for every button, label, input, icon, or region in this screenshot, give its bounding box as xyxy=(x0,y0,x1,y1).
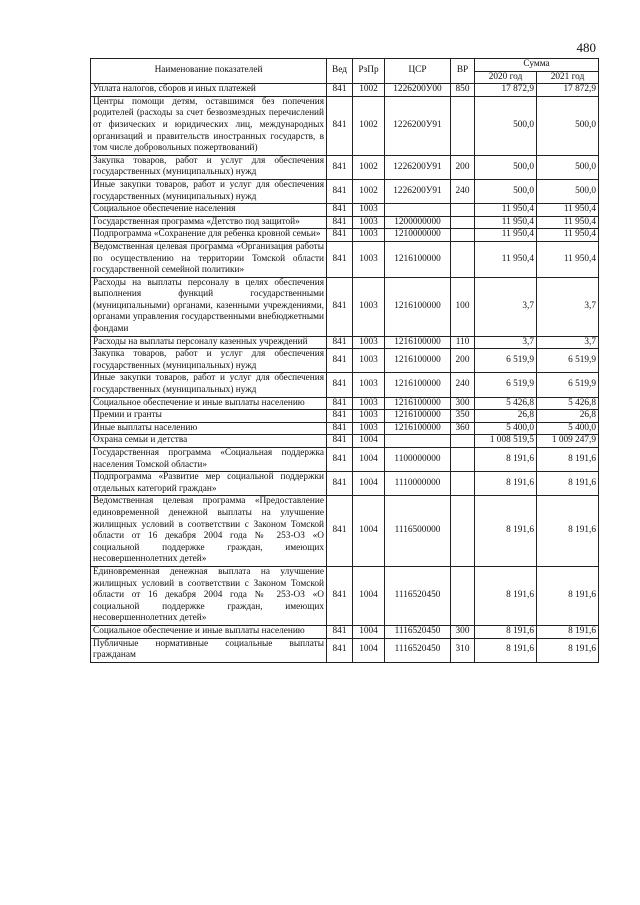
cell-vr xyxy=(451,496,475,567)
cell-vr xyxy=(451,566,475,625)
cell-ved: 841 xyxy=(327,448,353,472)
cell-rzpr: 1002 xyxy=(353,155,385,179)
cell-ved: 841 xyxy=(327,349,353,373)
cell-csr: 1116500000 xyxy=(385,496,451,567)
cell-rzpr: 1004 xyxy=(353,448,385,472)
cell-rzpr: 1003 xyxy=(353,204,385,217)
cell-csr: 1116520450 xyxy=(385,566,451,625)
cell-2021: 17 872,9 xyxy=(537,84,599,97)
cell-name: Ведомственная целевая программа «Организация работы по осуществлению на территории Томской области государственной семейной политики» xyxy=(91,241,327,277)
cell-ved: 841 xyxy=(327,373,353,397)
table-row xyxy=(91,638,599,662)
cell-2021: 8 191,6 xyxy=(537,496,599,567)
table-row xyxy=(91,496,599,567)
cell-ved: 841 xyxy=(327,241,353,277)
table-row xyxy=(91,96,599,155)
cell-csr: 1226200У91 xyxy=(385,179,451,203)
cell-vr: 310 xyxy=(451,638,475,662)
cell-2020: 6 519,9 xyxy=(475,349,537,373)
cell-2021: 8 191,6 xyxy=(537,566,599,625)
header-ved: Вед xyxy=(327,59,353,84)
cell-ved: 841 xyxy=(327,397,353,410)
cell-ved: 841 xyxy=(327,472,353,496)
cell-2021: 11 950,4 xyxy=(537,216,599,229)
cell-2020: 11 950,4 xyxy=(475,241,537,277)
cell-2021: 5 400,0 xyxy=(537,422,599,435)
table-row xyxy=(91,410,599,423)
cell-2020: 5 426,8 xyxy=(475,397,537,410)
table-row xyxy=(91,625,599,638)
cell-vr xyxy=(451,448,475,472)
cell-rzpr: 1002 xyxy=(353,96,385,155)
cell-2021: 8 191,6 xyxy=(537,625,599,638)
header-2021: 2021 год xyxy=(537,71,599,84)
cell-name: Уплата налогов, сборов и иных платежей xyxy=(91,84,327,97)
cell-2021: 11 950,4 xyxy=(537,204,599,217)
cell-csr: 1216100000 xyxy=(385,336,451,349)
cell-2020: 3,7 xyxy=(475,336,537,349)
cell-2020: 17 872,9 xyxy=(475,84,537,97)
cell-2021: 1 009 247,9 xyxy=(537,435,599,448)
table-row xyxy=(91,216,599,229)
table-row xyxy=(91,448,599,472)
table-row xyxy=(91,349,599,373)
cell-rzpr: 1002 xyxy=(353,179,385,203)
cell-csr: 1216100000 xyxy=(385,277,451,336)
cell-2020: 8 191,6 xyxy=(475,638,537,662)
cell-rzpr: 1003 xyxy=(353,216,385,229)
cell-ved: 841 xyxy=(327,96,353,155)
cell-ved: 841 xyxy=(327,566,353,625)
cell-vr xyxy=(451,229,475,242)
cell-rzpr: 1004 xyxy=(353,638,385,662)
cell-2020: 500,0 xyxy=(475,96,537,155)
cell-vr: 300 xyxy=(451,625,475,638)
cell-2020: 8 191,6 xyxy=(475,448,537,472)
cell-vr: 110 xyxy=(451,336,475,349)
cell-rzpr: 1003 xyxy=(353,336,385,349)
table-row xyxy=(91,422,599,435)
cell-csr: 1116520450 xyxy=(385,625,451,638)
cell-csr: 1100000000 xyxy=(385,448,451,472)
cell-csr: 1210000000 xyxy=(385,229,451,242)
table-row xyxy=(91,204,599,217)
table-row xyxy=(91,336,599,349)
table-body xyxy=(91,84,599,663)
table-row xyxy=(91,229,599,242)
table-row xyxy=(91,435,599,448)
cell-ved: 841 xyxy=(327,229,353,242)
cell-ved: 841 xyxy=(327,435,353,448)
cell-csr: 1216100000 xyxy=(385,241,451,277)
cell-name: Закупка товаров, работ и услуг для обеспечения государственных (муниципальных) нужд xyxy=(91,155,327,179)
cell-2020: 500,0 xyxy=(475,155,537,179)
cell-ved: 841 xyxy=(327,179,353,203)
cell-name: Ведомственная целевая программа «Предоставление единовременной денежной выплаты на улучшение жилищных условий в соответствии с Законом Томской области от 16 декабря 2004 года № 253-ОЗ «О социальной поддержке граждан, имеющих несовершеннолетних детей» xyxy=(91,496,327,567)
cell-ved: 841 xyxy=(327,155,353,179)
cell-2021: 11 950,4 xyxy=(537,241,599,277)
cell-vr: 240 xyxy=(451,373,475,397)
cell-csr: 1216100000 xyxy=(385,397,451,410)
cell-name: Подпрограмма «Развитие мер социальной поддержки отдельных категорий граждан» xyxy=(91,472,327,496)
cell-rzpr: 1003 xyxy=(353,229,385,242)
cell-2021: 3,7 xyxy=(537,336,599,349)
cell-2021: 11 950,4 xyxy=(537,229,599,242)
cell-rzpr: 1004 xyxy=(353,625,385,638)
cell-rzpr: 1003 xyxy=(353,397,385,410)
table-row xyxy=(91,241,599,277)
cell-rzpr: 1003 xyxy=(353,241,385,277)
cell-ved: 841 xyxy=(327,216,353,229)
cell-2020: 11 950,4 xyxy=(475,216,537,229)
header-2020: 2020 год xyxy=(475,71,537,84)
cell-ved: 841 xyxy=(327,84,353,97)
cell-rzpr: 1004 xyxy=(353,566,385,625)
cell-name: Иные закупки товаров, работ и услуг для обеспечения государственных (муниципальных) нужд xyxy=(91,179,327,203)
cell-vr: 200 xyxy=(451,155,475,179)
cell-2021: 26,8 xyxy=(537,410,599,423)
cell-2020: 8 191,6 xyxy=(475,625,537,638)
cell-vr: 350 xyxy=(451,410,475,423)
cell-vr: 360 xyxy=(451,422,475,435)
header-csr: ЦСР xyxy=(385,59,451,84)
page-number: 480 xyxy=(576,40,596,55)
cell-2020: 11 950,4 xyxy=(475,229,537,242)
cell-vr: 850 xyxy=(451,84,475,97)
cell-2020: 3,7 xyxy=(475,277,537,336)
cell-csr xyxy=(385,204,451,217)
cell-ved: 841 xyxy=(327,204,353,217)
cell-csr: 1216100000 xyxy=(385,422,451,435)
table-row xyxy=(91,155,599,179)
cell-csr: 1216100000 xyxy=(385,349,451,373)
cell-ved: 841 xyxy=(327,638,353,662)
cell-csr xyxy=(385,435,451,448)
table-row xyxy=(91,566,599,625)
cell-2020: 1 008 519,5 xyxy=(475,435,537,448)
cell-name: Расходы на выплаты персоналу в целях обеспечения выполнения функций государственными (муниципальными) органами, казенными учреждениями, органами управления государственными внебюджетными фондами xyxy=(91,277,327,336)
cell-name: Подпрограмма «Сохранение для ребенка кровной семьи» xyxy=(91,229,327,242)
table-row xyxy=(91,373,599,397)
cell-ved: 841 xyxy=(327,422,353,435)
cell-vr xyxy=(451,216,475,229)
cell-ved: 841 xyxy=(327,336,353,349)
cell-2021: 500,0 xyxy=(537,96,599,155)
cell-2020: 8 191,6 xyxy=(475,472,537,496)
cell-2021: 5 426,8 xyxy=(537,397,599,410)
cell-rzpr: 1004 xyxy=(353,496,385,567)
cell-name: Социальное обеспечение и иные выплаты населению xyxy=(91,625,327,638)
cell-name: Государственная программа «Социальная поддержка населения Томской области» xyxy=(91,448,327,472)
table-row xyxy=(91,472,599,496)
cell-vr xyxy=(451,204,475,217)
cell-ved: 841 xyxy=(327,496,353,567)
cell-2020: 8 191,6 xyxy=(475,566,537,625)
cell-2021: 8 191,6 xyxy=(537,638,599,662)
cell-2021: 500,0 xyxy=(537,155,599,179)
cell-csr: 1226200У91 xyxy=(385,155,451,179)
cell-vr: 100 xyxy=(451,277,475,336)
cell-rzpr: 1004 xyxy=(353,472,385,496)
cell-name: Государственная программа «Детство под защитой» xyxy=(91,216,327,229)
cell-name: Закупка товаров, работ и услуг для обеспечения государственных (муниципальных) нужд xyxy=(91,349,327,373)
cell-ved: 841 xyxy=(327,277,353,336)
cell-rzpr: 1003 xyxy=(353,277,385,336)
cell-csr: 1200000000 xyxy=(385,216,451,229)
cell-2020: 5 400,0 xyxy=(475,422,537,435)
cell-csr: 1116520450 xyxy=(385,638,451,662)
cell-ved: 841 xyxy=(327,410,353,423)
cell-2020: 26,8 xyxy=(475,410,537,423)
table-header xyxy=(91,59,599,84)
cell-2021: 6 519,9 xyxy=(537,373,599,397)
header-rzpr: РзПр xyxy=(353,59,385,84)
cell-vr: 300 xyxy=(451,397,475,410)
cell-name: Иные выплаты населению xyxy=(91,422,327,435)
cell-vr xyxy=(451,435,475,448)
cell-vr xyxy=(451,96,475,155)
cell-2021: 8 191,6 xyxy=(537,448,599,472)
cell-2020: 500,0 xyxy=(475,179,537,203)
cell-rzpr: 1002 xyxy=(353,84,385,97)
cell-rzpr: 1003 xyxy=(353,422,385,435)
cell-vr xyxy=(451,472,475,496)
table-row xyxy=(91,397,599,410)
cell-rzpr: 1003 xyxy=(353,373,385,397)
cell-2021: 6 519,9 xyxy=(537,349,599,373)
table-row xyxy=(91,277,599,336)
header-vr: ВР xyxy=(451,59,475,84)
cell-2020: 11 950,4 xyxy=(475,204,537,217)
cell-2020: 6 519,9 xyxy=(475,373,537,397)
cell-2021: 3,7 xyxy=(537,277,599,336)
cell-name: Социальное обеспечение населения xyxy=(91,204,327,217)
cell-vr xyxy=(451,241,475,277)
cell-name: Социальное обеспечение и иные выплаты населению xyxy=(91,397,327,410)
cell-csr: 1226200У91 xyxy=(385,96,451,155)
header-sum: Сумма xyxy=(475,59,599,72)
cell-name: Центры помощи детям, оставшимся без попечения родителей (расходы за счет безвозмездных перечислений от физических и юридических лиц, международных организаций и правительств иностранных государств, в том числе добровольных пожертвований) xyxy=(91,96,327,155)
cell-ved: 841 xyxy=(327,625,353,638)
header-name: Наименование показателей xyxy=(91,59,327,84)
cell-rzpr: 1003 xyxy=(353,349,385,373)
cell-rzpr: 1003 xyxy=(353,410,385,423)
cell-rzpr: 1004 xyxy=(353,435,385,448)
cell-vr: 200 xyxy=(451,349,475,373)
cell-2021: 8 191,6 xyxy=(537,472,599,496)
cell-2020: 8 191,6 xyxy=(475,496,537,567)
cell-name: Расходы на выплаты персоналу казенных учреждений xyxy=(91,336,327,349)
cell-name: Премии и гранты xyxy=(91,410,327,423)
cell-csr: 1226200У00 xyxy=(385,84,451,97)
cell-csr: 1216100000 xyxy=(385,410,451,423)
cell-vr: 240 xyxy=(451,179,475,203)
budget-table xyxy=(90,58,599,663)
cell-csr: 1216100000 xyxy=(385,373,451,397)
cell-name: Иные закупки товаров, работ и услуг для обеспечения государственных (муниципальных) нужд xyxy=(91,373,327,397)
cell-csr: 1110000000 xyxy=(385,472,451,496)
cell-name: Охрана семьи и детства xyxy=(91,435,327,448)
cell-2021: 500,0 xyxy=(537,179,599,203)
table-row xyxy=(91,179,599,203)
cell-name: Единовременная денежная выплата на улучшение жилищных условий в соответствии с Законом Томской области от 16 декабря 2004 года № 253-ОЗ «О социальной поддержке граждан, имеющих несовершеннолетних детей» xyxy=(91,566,327,625)
cell-name: Публичные нормативные социальные выплаты гражданам xyxy=(91,638,327,662)
table-row xyxy=(91,84,599,97)
